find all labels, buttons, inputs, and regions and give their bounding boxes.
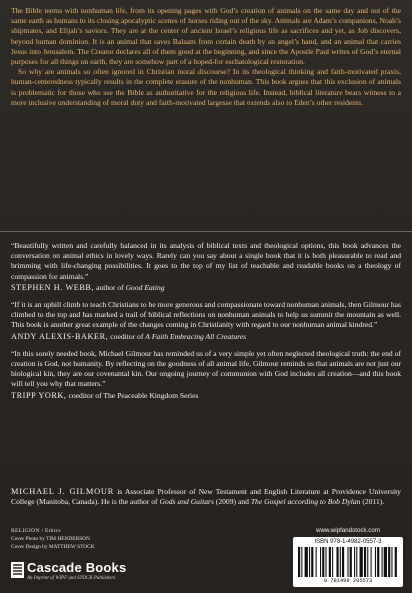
barcode-bar <box>342 547 344 577</box>
section-divider <box>0 231 412 232</box>
endorser-name: TRIPP YORK, <box>11 390 67 400</box>
endorsement-attribution <box>11 391 401 401</box>
endorser-work: Good Eating <box>125 282 165 292</box>
endorser-name: ANDY ALEXIS-BAKER, <box>11 331 109 341</box>
endorser-work: A Faith Embracing All Creatures <box>145 331 247 341</box>
endorsements <box>11 241 401 408</box>
barcode-bar <box>364 547 366 577</box>
endorser-role: coeditor of <box>110 331 144 341</box>
barcode-digits: 9 781498 205573 <box>323 578 373 584</box>
barcode-bar <box>311 547 313 577</box>
endorser-role: author of <box>96 282 124 292</box>
barcode-box <box>293 537 403 587</box>
publisher-mark-icon <box>11 562 24 578</box>
endorsement-quote: “In this sorely needed book, Michael Gilmour has reminded us of a very simple yet often neglected theological truth: the end of creation is God, not humanity. By reflecting on the goodness of all animal life, Gilmour reminds us that animals are not just our biological kin, they are our covenantal kin. Our ongoing journey of communion with God includes all creation—and this book will tell you why that matters.” <box>11 348 401 389</box>
barcode-bar <box>356 547 357 577</box>
barcode-bar <box>322 547 324 577</box>
barcode-bar <box>354 547 355 577</box>
author-name: MICHAEL J. GILMOUR <box>11 487 115 496</box>
barcode-bar <box>336 547 338 577</box>
barcode-bar <box>347 547 348 577</box>
barcode-bar <box>350 547 352 577</box>
barcode-bar <box>367 547 368 577</box>
endorser-role: coeditor of The Peaceable Kingdom Series <box>68 390 199 400</box>
endorsement-attribution <box>11 283 401 293</box>
barcode-bar <box>332 547 333 577</box>
author-bio-text: (2011). <box>360 497 385 507</box>
description-paragraph-1: The Bible teems with nonhuman life, from its opening pages with God’s creation of animals on the same day and out of the same earth as humans to its closing apocalyptic scenes of horses riding out of the sky. Animals are Adam’s companions, Noah’s shipmates, and Elijah’s saviors. They are at the center of ancient Israel’s religious life as sacrifices and yet, as Job discovers, beyond human dominion. It is an animal that saves Balaam from certain death by an angel’s hand, and an animal that carries Jesus into Jerusalem. The Creator declares all of them good at the beginning, and since the Apostle Paul writes of God’s eternal purposes for all things on earth, they are somehow part of a hoped-for eschatological restoration. <box>11 6 401 67</box>
publisher-name: Cascade Books <box>27 560 127 575</box>
book-description <box>11 6 401 108</box>
endorsement-attribution <box>11 332 401 342</box>
author-bio-text: is Associate Professor of New Testament and English Literature at Providence University College (Manitoba, Canada). He is the author of <box>11 487 401 507</box>
barcode-bar <box>298 547 300 577</box>
description-paragraph-2: So why are animals so often ignored in Christian moral discourse? In its theological thinking and faith-motivated praxis, human-centeredness typically results in the complete erasure of the nonhuman. This book argues that this exclusion of animals is problematic for those who see the Bible as authoritative for the religious life. Instead, biblical literature bears witness to a more inclusive understanding of moral duty and faith-motivated largesse that extends also to Eden’s other residents. <box>11 67 401 107</box>
barcode-bar <box>391 547 392 577</box>
barcode-bar <box>384 547 387 577</box>
barcode-bar <box>309 547 310 577</box>
barcode-bar <box>301 547 302 577</box>
publisher-logo <box>11 560 161 584</box>
author-bio-text: (2009) and <box>213 497 251 507</box>
endorsement-quote: “Beautifully written and carefully balanced in its analysis of biblical texts and theological options, this book advances the conversation on animal ethics in lovely ways. Rarely can you say about a single book that it is both pleasurable to read and brimming with life-changing possibilities. It goes to the top of my list of teachable and readable books on a theology of compassion for animals.” <box>11 241 401 281</box>
barcode-bar <box>305 547 308 577</box>
endorsement-webb <box>11 241 401 293</box>
publisher-url: www.wipfandstock.com <box>316 527 380 534</box>
isbn-label: ISBN 978-1-4982-0557-3 <box>314 539 382 545</box>
barcode-icon <box>298 547 398 577</box>
barcode-bar <box>388 547 390 577</box>
barcode-bar <box>375 547 376 577</box>
book-category: RELIGION / Ethics <box>11 528 61 534</box>
barcode-bar <box>377 547 379 577</box>
barcode-bar <box>395 547 397 577</box>
barcode-bar <box>316 547 317 577</box>
barcode-bar <box>360 547 363 577</box>
endorsement-alexis-baker <box>11 300 401 342</box>
publisher-tagline: An Imprint of WIPF and STOCK Publishers <box>27 576 116 581</box>
endorsement-york <box>11 349 401 401</box>
design-credit: Cover Design by MATTHEW STOCK <box>11 544 95 550</box>
barcode-bar <box>340 547 341 577</box>
barcode-bar <box>382 547 383 577</box>
author-book-title: The Gospel according to Bob Dylan <box>250 497 361 507</box>
barcode-bar <box>320 547 321 577</box>
barcode-bar <box>371 547 372 577</box>
endorsement-quote: “If it is an uphill climb to teach Christians to be more generous and compassionate toward nonhuman animals, then Gilmour has climbed to the top and has marked a trail of biblical reflections on nonhuman animals to help us summit the mountain as well. This book is another great example of the changes coming in Christianity with regard to our nonhuman animal kindred.” <box>11 300 401 330</box>
photo-credit: Cover Photo by TIM HENDERSON <box>11 536 90 542</box>
endorser-name: STEPHEN H. WEBB, <box>11 282 95 292</box>
barcode-bar <box>329 547 331 577</box>
author-book-title: Gods and Guitars <box>159 497 214 507</box>
barcode-bar <box>325 547 326 577</box>
book-meta <box>11 527 95 551</box>
author-bio <box>11 487 401 507</box>
